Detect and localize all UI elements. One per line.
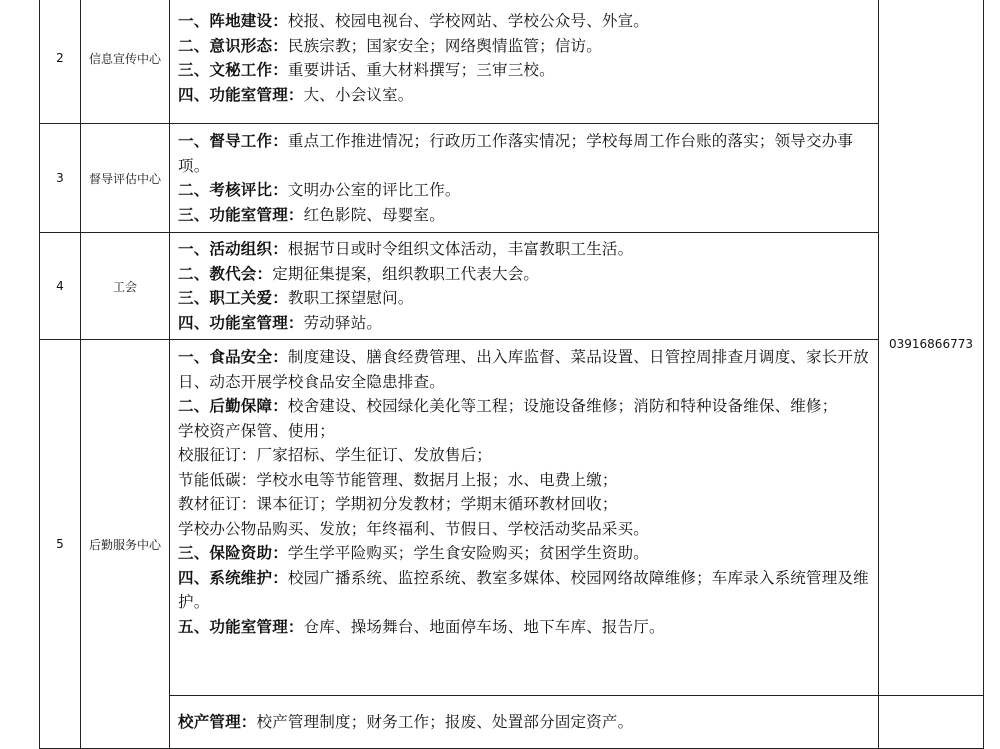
table-row [40, 340, 984, 696]
duties-cell [170, 0, 879, 124]
row-number: 5 [40, 340, 81, 749]
duty-line: 四、功能室管理：大、小会议室。 [178, 85, 414, 104]
table-row [40, 124, 984, 233]
row-number: 4 [40, 233, 81, 340]
duty-line: 一、督导工作：重点工作推进情况；行政历工作落实情况；学校每周工作台账的落实；领导交办事项。 [178, 132, 854, 175]
duty-line: 学校资产保管、使用； [178, 421, 336, 440]
row-number: 3 [40, 124, 81, 233]
duty-line: 五、功能室管理：仓库、操场舞台、地面停车场、地下车库、报告厅。 [178, 617, 665, 636]
duties-cell [170, 696, 879, 749]
responsibility-table [39, 0, 984, 749]
duty-line: 二、意识形态：民族宗教；国家安全；网络舆情监管；信访。 [178, 36, 602, 55]
duty-line: 节能低碳：学校水电等节能管理、数据月上报；水、电费上缴； [178, 470, 618, 489]
duties-cell [170, 124, 879, 233]
department-name: 工会 [81, 233, 170, 340]
blank-cell [879, 696, 984, 749]
duty-line: 校产管理：校产管理制度；财务工作；报废、处置部分固定资产。 [178, 712, 634, 731]
department-name: 后勤服务中心 [81, 340, 170, 749]
duty-line: 二、后勤保障：校舍建设、校园绿化美化等工程；设施设备维修；消防和特种设备维保、维修； [178, 397, 838, 415]
duty-line: 三、职工关爱：教职工探望慰问。 [178, 289, 414, 307]
duty-line: 三、保险资助：学生学平险购买；学生食安险购买；贫困学生资助。 [178, 544, 650, 562]
duty-line: 三、文秘工作：重要讲话、重大材料撰写；三审三校。 [178, 61, 555, 79]
phone-cell [879, 0, 984, 696]
duty-line: 一、食品安全：制度建设、膳食经费管理、出入库监督、菜品设置、日管控周排查月调度、家长开放日、动态开展学校食品安全隐患排查。 [178, 348, 869, 391]
duties-cell [170, 233, 879, 340]
row-number: 2 [40, 0, 81, 124]
phone-number: 03916866773 [889, 337, 973, 351]
duty-line: 一、阵地建设：校报、校园电视台、学校网站、学校公众号、外宣。 [178, 12, 650, 30]
duty-line: 校服征订：厂家招标、学生征订、发放售后； [178, 446, 493, 464]
table-row [40, 696, 984, 749]
duties-cell [170, 340, 879, 696]
duty-line: 四、功能室管理：劳动驿站。 [178, 313, 383, 332]
duty-line: 一、活动组织：根据节日或时令组织文体活动，丰富教职工生活。 [178, 240, 634, 258]
duty-line: 教材征订：课本征订；学期初分发教材；学期末循环教材回收； [178, 495, 618, 513]
table-row [40, 0, 984, 124]
duty-line: 二、教代会：定期征集提案，组织教职工代表大会。 [178, 264, 540, 283]
duty-line: 三、功能室管理：红色影院、母婴室。 [178, 205, 445, 224]
duty-line: 二、考核评比：文明办公室的评比工作。 [178, 181, 461, 199]
department-name: 信息宣传中心 [81, 0, 170, 124]
duty-line: 学校办公物品购买、发放；年终福利、节假日、学校活动奖品采买。 [178, 519, 650, 538]
department-name: 督导评估中心 [81, 124, 170, 233]
table-row [40, 233, 984, 340]
duty-line: 四、系统维护：校园广播系统、监控系统、教室多媒体、校园网络故障维修；车库录入系统管理及维护。 [178, 568, 869, 611]
